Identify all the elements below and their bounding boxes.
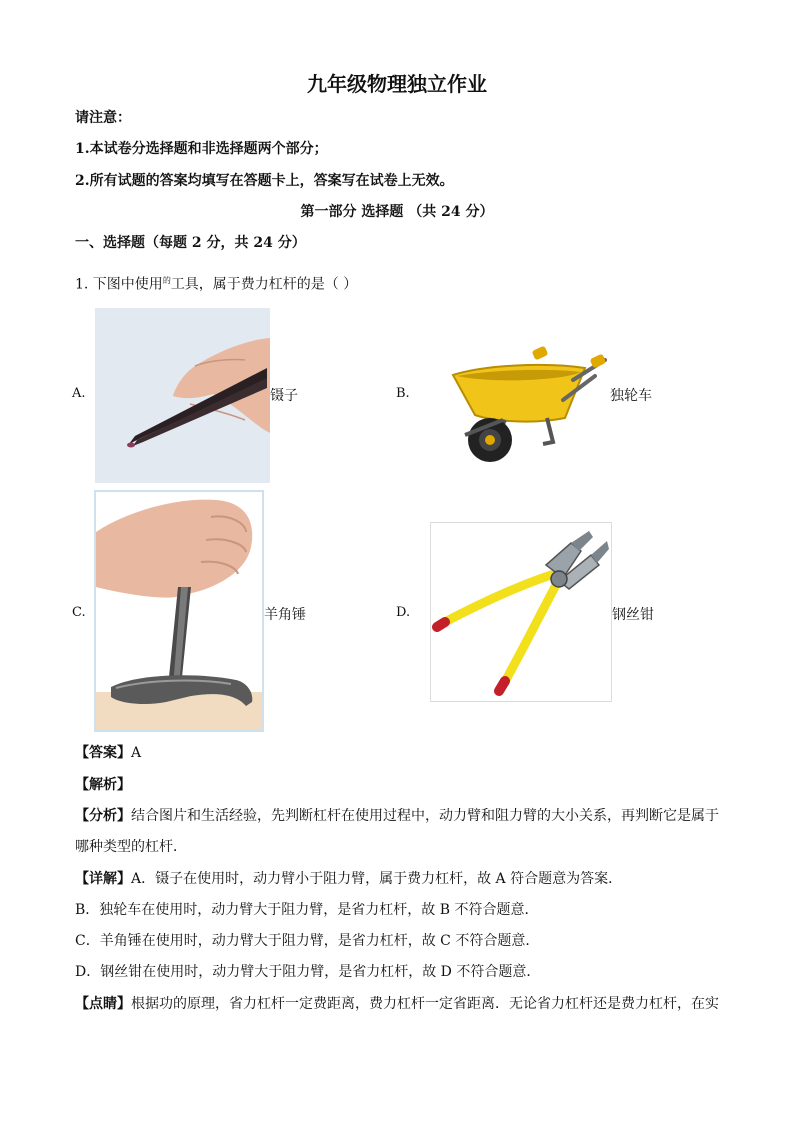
question-text-sup: 的 <box>162 276 171 285</box>
answer-tag: 【答案】 <box>75 745 131 761</box>
option-a-label: 镊子 <box>270 388 298 404</box>
answer-line <box>75 743 141 763</box>
dianjing-tag: 【点睛】 <box>75 996 131 1012</box>
xiangjie-tag: 【详解】 <box>75 871 131 887</box>
xiangjie-text-b: B．独轮车在使用时，动力臂大于阻力臂，是省力杠杆，故 B 不符合题意． <box>75 902 539 918</box>
dianjing-line <box>75 994 719 1014</box>
fenxi-line-1 <box>75 806 719 826</box>
tweezers-icon <box>95 308 270 483</box>
section-heading: 一、选择题（每题 2 分，共 24 分） <box>75 235 306 251</box>
xiangjie-text-c: C．羊角锤在使用时，动力臂大于阻力臂，是省力杠杆，故 C 不符合题意． <box>75 933 540 949</box>
xiangjie-text-a: A．镊子在使用时，动力臂小于阻力臂，属于费力杠杆，故 A 符合题意为答案． <box>131 871 623 887</box>
pliers-icon <box>430 522 612 702</box>
option-b-letter: B. <box>396 386 410 401</box>
option-c-label: 羊角锤 <box>264 607 306 623</box>
option-d-letter: D. <box>396 605 411 620</box>
dianjing-text: 根据功的原理，省力杠杆一定费距离，费力杠杆一定省距离．无论省力杠杆还是费力杠杆，在实 <box>131 996 719 1012</box>
fenxi-text-2: 哪种类型的杠杆． <box>75 839 187 855</box>
option-c-letter: C. <box>72 605 86 620</box>
notice-item-1: 1.本试卷分选择题和非选择题两个部分； <box>75 141 328 157</box>
wheelbarrow-icon <box>445 340 610 465</box>
page-title: 九年级物理独立作业 <box>307 72 487 96</box>
fenxi-tag: 【分析】 <box>75 808 131 824</box>
option-d-label: 钢丝钳 <box>612 607 654 623</box>
option-b-label: 独轮车 <box>610 388 652 404</box>
question-text-start: 1. 下图中使用 <box>75 276 163 293</box>
answer-value: A <box>131 745 142 761</box>
question-stem <box>75 271 357 295</box>
xiangjie-line-a <box>75 869 622 889</box>
claw-hammer-icon <box>94 490 264 732</box>
xiangjie-text-d: D．钢丝钳在使用时，动力臂大于阻力臂，是省力杠杆，故 D 不符合题意． <box>75 964 541 980</box>
question-text-end: 工具，属于费力杠杆的是（ ） <box>170 276 358 293</box>
part-heading: 第一部分 选择题 （共 24 分） <box>300 204 494 220</box>
notice-heading: 请注意： <box>75 110 131 126</box>
fenxi-text-1: 结合图片和生活经验，先判断杠杆在使用过程中，动力臂和阻力臂的大小关系，再判断它是属于 <box>131 808 719 824</box>
option-a-letter: A. <box>72 386 86 401</box>
analysis-tag: 【解析】 <box>75 777 131 793</box>
notice-item-2: 2.所有试题的答案均填写在答题卡上，答案写在试卷上无效。 <box>75 173 454 189</box>
